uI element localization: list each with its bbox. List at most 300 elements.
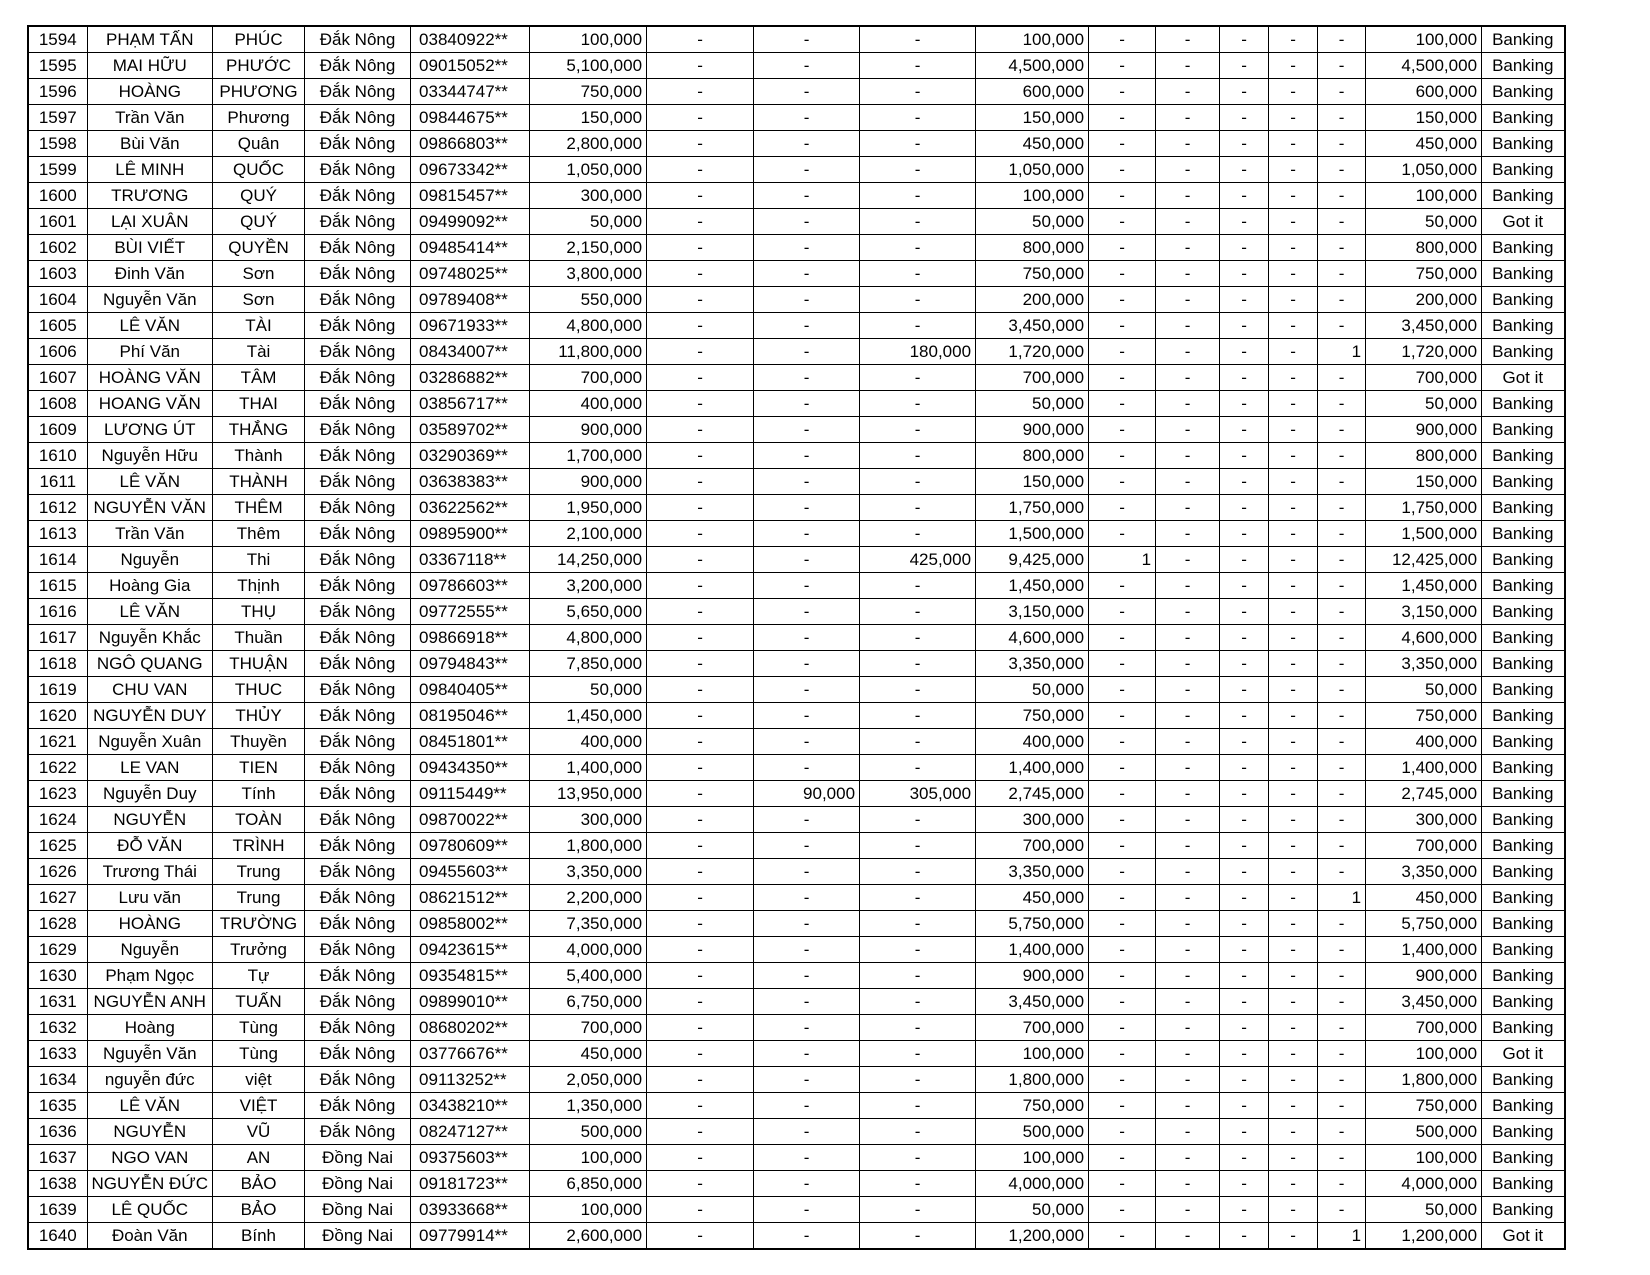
cell-f2: - [1156, 339, 1220, 365]
cell-f4: - [1269, 443, 1318, 469]
table-row [28, 989, 1565, 1015]
cell-sdt: 09423615** [411, 937, 530, 963]
cell-ho: Trần Văn [87, 105, 213, 131]
cell-payment: Banking [1482, 833, 1565, 859]
cell-f2: - [1156, 729, 1220, 755]
cell-sdt: 09895900** [411, 521, 530, 547]
cell-ho: Lưu văn [87, 885, 213, 911]
cell-amount2: 800,000 [976, 443, 1089, 469]
cell-amount2: 300,000 [976, 807, 1089, 833]
cell-ten: QUYỀN [213, 235, 305, 261]
cell-col9: - [860, 209, 976, 235]
cell-f2: - [1156, 1145, 1220, 1171]
cell-stt: 1631 [28, 989, 87, 1015]
cell-col9: - [860, 417, 976, 443]
cell-ten: THẮNG [213, 417, 305, 443]
cell-sdt: 03344747** [411, 79, 530, 105]
cell-col7: - [647, 235, 754, 261]
cell-f4: - [1269, 677, 1318, 703]
cell-f2: - [1156, 625, 1220, 651]
cell-f2: - [1156, 781, 1220, 807]
cell-f3: - [1220, 209, 1269, 235]
cell-f4: - [1269, 365, 1318, 391]
cell-ho: LE VAN [87, 755, 213, 781]
cell-col8: - [754, 365, 860, 391]
cell-tinh: Đắk Nông [305, 885, 411, 911]
cell-col9: - [860, 1119, 976, 1145]
cell-payment: Banking [1482, 183, 1565, 209]
cell-ho: Nguyễn [87, 547, 213, 573]
cell-f5: - [1318, 963, 1366, 989]
cell-total: 450,000 [1366, 885, 1482, 911]
cell-payment: Banking [1482, 391, 1565, 417]
cell-ho: LẠI XUÂN [87, 209, 213, 235]
cell-payment: Got it [1482, 209, 1565, 235]
cell-f1: - [1089, 209, 1156, 235]
cell-f3: - [1220, 26, 1269, 53]
cell-f4: - [1269, 183, 1318, 209]
cell-tinh: Đắk Nông [305, 365, 411, 391]
cell-f1: - [1089, 183, 1156, 209]
cell-tinh: Đắk Nông [305, 599, 411, 625]
cell-f4: - [1269, 885, 1318, 911]
cell-tinh: Đắk Nông [305, 131, 411, 157]
cell-f1: - [1089, 1145, 1156, 1171]
cell-f1: - [1089, 1197, 1156, 1223]
cell-col8: - [754, 729, 860, 755]
cell-f4: - [1269, 1171, 1318, 1197]
cell-col7: - [647, 703, 754, 729]
cell-payment: Banking [1482, 287, 1565, 313]
cell-f4: - [1269, 261, 1318, 287]
cell-amount2: 50,000 [976, 209, 1089, 235]
cell-stt: 1615 [28, 573, 87, 599]
cell-amount: 300,000 [530, 183, 647, 209]
cell-amount: 550,000 [530, 287, 647, 313]
cell-payment: Banking [1482, 911, 1565, 937]
cell-col8: - [754, 625, 860, 651]
cell-amount2: 100,000 [976, 1041, 1089, 1067]
cell-amount2: 900,000 [976, 417, 1089, 443]
cell-tinh: Đắk Nông [305, 833, 411, 859]
cell-payment: Banking [1482, 313, 1565, 339]
table-row [28, 1171, 1565, 1197]
cell-amount: 450,000 [530, 1041, 647, 1067]
cell-payment: Banking [1482, 989, 1565, 1015]
cell-amount: 6,750,000 [530, 989, 647, 1015]
cell-amount2: 50,000 [976, 1197, 1089, 1223]
cell-ho: LÊ VĂN [87, 599, 213, 625]
cell-stt: 1636 [28, 1119, 87, 1145]
table-body [28, 26, 1565, 1249]
cell-amount: 300,000 [530, 807, 647, 833]
cell-col8: 90,000 [754, 781, 860, 807]
cell-payment: Banking [1482, 1171, 1565, 1197]
cell-col8: - [754, 313, 860, 339]
cell-f4: - [1269, 53, 1318, 79]
cell-ten: Tùng [213, 1041, 305, 1067]
cell-col7: - [647, 599, 754, 625]
cell-amount2: 4,600,000 [976, 625, 1089, 651]
cell-col7: - [647, 1015, 754, 1041]
cell-f5: - [1318, 26, 1366, 53]
cell-ten: QUÝ [213, 209, 305, 235]
cell-amount: 2,200,000 [530, 885, 647, 911]
cell-col9: - [860, 885, 976, 911]
cell-ten: BẢO [213, 1171, 305, 1197]
cell-ten: Thuần [213, 625, 305, 651]
cell-f1: - [1089, 261, 1156, 287]
cell-f4: - [1269, 1145, 1318, 1171]
cell-sdt: 09815457** [411, 183, 530, 209]
cell-col9: - [860, 313, 976, 339]
cell-col7: - [647, 521, 754, 547]
cell-f2: - [1156, 313, 1220, 339]
table-row [28, 287, 1565, 313]
cell-sdt: 08680202** [411, 1015, 530, 1041]
cell-f3: - [1220, 651, 1269, 677]
cell-payment: Banking [1482, 105, 1565, 131]
cell-col8: - [754, 1015, 860, 1041]
cell-f3: - [1220, 833, 1269, 859]
cell-ten: Phương [213, 105, 305, 131]
cell-f4: - [1269, 313, 1318, 339]
cell-amount: 2,600,000 [530, 1223, 647, 1250]
table-row [28, 495, 1565, 521]
cell-f5: 1 [1318, 339, 1366, 365]
table-row [28, 183, 1565, 209]
cell-col9: - [860, 989, 976, 1015]
cell-f2: - [1156, 287, 1220, 313]
cell-f1: - [1089, 313, 1156, 339]
cell-stt: 1612 [28, 495, 87, 521]
cell-col9: - [860, 157, 976, 183]
cell-f4: - [1269, 703, 1318, 729]
cell-f2: - [1156, 651, 1220, 677]
cell-amount: 100,000 [530, 1145, 647, 1171]
cell-f3: - [1220, 339, 1269, 365]
cell-f4: - [1269, 495, 1318, 521]
cell-f2: - [1156, 755, 1220, 781]
cell-col8: - [754, 495, 860, 521]
cell-col9: - [860, 937, 976, 963]
cell-payment: Banking [1482, 963, 1565, 989]
cell-tinh: Đắk Nông [305, 573, 411, 599]
cell-f2: - [1156, 26, 1220, 53]
cell-ten: PHÚC [213, 26, 305, 53]
cell-amount2: 1,750,000 [976, 495, 1089, 521]
cell-ho: Đinh Văn [87, 261, 213, 287]
cell-tinh: Đắk Nông [305, 235, 411, 261]
cell-col9: - [860, 911, 976, 937]
cell-f2: - [1156, 573, 1220, 599]
cell-col8: - [754, 26, 860, 53]
cell-col9: - [860, 1197, 976, 1223]
cell-col8: - [754, 417, 860, 443]
cell-f4: - [1269, 781, 1318, 807]
cell-col9: - [860, 651, 976, 677]
cell-amount: 900,000 [530, 469, 647, 495]
cell-col9: - [860, 261, 976, 287]
cell-tinh: Đắk Nông [305, 989, 411, 1015]
cell-f3: - [1220, 911, 1269, 937]
cell-f4: - [1269, 1015, 1318, 1041]
cell-total: 700,000 [1366, 1015, 1482, 1041]
cell-amount2: 450,000 [976, 885, 1089, 911]
cell-stt: 1604 [28, 287, 87, 313]
cell-col9: - [860, 755, 976, 781]
cell-col8: - [754, 599, 860, 625]
cell-payment: Banking [1482, 885, 1565, 911]
cell-f3: - [1220, 1197, 1269, 1223]
cell-total: 4,600,000 [1366, 625, 1482, 651]
cell-tinh: Đắk Nông [305, 1041, 411, 1067]
cell-col8: - [754, 859, 860, 885]
cell-f1: - [1089, 599, 1156, 625]
table-row [28, 703, 1565, 729]
cell-tinh: Đắk Nông [305, 807, 411, 833]
cell-f5: - [1318, 703, 1366, 729]
cell-f3: - [1220, 755, 1269, 781]
cell-payment: Banking [1482, 1015, 1565, 1041]
cell-amount2: 1,450,000 [976, 573, 1089, 599]
cell-amount: 2,050,000 [530, 1067, 647, 1093]
cell-ten: TUẤN [213, 989, 305, 1015]
cell-amount: 4,800,000 [530, 313, 647, 339]
cell-f3: - [1220, 261, 1269, 287]
table-row [28, 937, 1565, 963]
cell-f5: - [1318, 1171, 1366, 1197]
cell-stt: 1601 [28, 209, 87, 235]
cell-f3: - [1220, 417, 1269, 443]
cell-amount2: 100,000 [976, 26, 1089, 53]
cell-total: 1,400,000 [1366, 755, 1482, 781]
cell-sdt: 09671933** [411, 313, 530, 339]
cell-stt: 1595 [28, 53, 87, 79]
table-row [28, 599, 1565, 625]
data-table [27, 25, 1566, 1250]
cell-col8: - [754, 391, 860, 417]
cell-payment: Banking [1482, 755, 1565, 781]
cell-col7: - [647, 1197, 754, 1223]
cell-amount2: 50,000 [976, 391, 1089, 417]
cell-ten: Tự [213, 963, 305, 989]
cell-stt: 1603 [28, 261, 87, 287]
cell-f4: - [1269, 911, 1318, 937]
cell-payment: Banking [1482, 677, 1565, 703]
cell-tinh: Đắk Nông [305, 495, 411, 521]
cell-total: 3,150,000 [1366, 599, 1482, 625]
cell-f2: - [1156, 443, 1220, 469]
cell-f1: - [1089, 79, 1156, 105]
cell-f2: - [1156, 1119, 1220, 1145]
cell-f5: - [1318, 677, 1366, 703]
cell-f2: - [1156, 677, 1220, 703]
cell-f4: - [1269, 235, 1318, 261]
cell-ho: LÊ QUỐC [87, 1197, 213, 1223]
cell-col7: - [647, 469, 754, 495]
cell-f3: - [1220, 495, 1269, 521]
cell-stt: 1624 [28, 807, 87, 833]
cell-payment: Banking [1482, 651, 1565, 677]
cell-f5: - [1318, 53, 1366, 79]
cell-f5: - [1318, 391, 1366, 417]
cell-ten: Quân [213, 131, 305, 157]
cell-stt: 1632 [28, 1015, 87, 1041]
cell-tinh: Đắk Nông [305, 1015, 411, 1041]
cell-amount2: 400,000 [976, 729, 1089, 755]
cell-col7: - [647, 79, 754, 105]
table-row [28, 53, 1565, 79]
cell-col8: - [754, 443, 860, 469]
cell-f1: - [1089, 859, 1156, 885]
cell-tinh: Đắk Nông [305, 209, 411, 235]
cell-tinh: Đắk Nông [305, 313, 411, 339]
cell-col9: 425,000 [860, 547, 976, 573]
cell-payment: Banking [1482, 339, 1565, 365]
cell-amount2: 500,000 [976, 1119, 1089, 1145]
cell-f5: - [1318, 495, 1366, 521]
cell-f4: - [1269, 287, 1318, 313]
cell-ho: Đoàn Văn [87, 1223, 213, 1250]
cell-f5: - [1318, 1197, 1366, 1223]
cell-tinh: Đắk Nông [305, 287, 411, 313]
cell-col8: - [754, 339, 860, 365]
cell-col7: - [647, 729, 754, 755]
cell-amount: 6,850,000 [530, 1171, 647, 1197]
cell-f3: - [1220, 781, 1269, 807]
cell-amount2: 2,745,000 [976, 781, 1089, 807]
cell-col9: - [860, 1223, 976, 1250]
cell-f5: - [1318, 573, 1366, 599]
cell-amount2: 700,000 [976, 1015, 1089, 1041]
cell-col7: - [647, 1171, 754, 1197]
cell-col7: - [647, 287, 754, 313]
cell-ten: Tính [213, 781, 305, 807]
cell-amount: 1,350,000 [530, 1093, 647, 1119]
cell-f1: - [1089, 26, 1156, 53]
cell-tinh: Đắk Nông [305, 53, 411, 79]
cell-tinh: Đắk Nông [305, 79, 411, 105]
cell-col8: - [754, 183, 860, 209]
cell-col7: - [647, 651, 754, 677]
cell-total: 100,000 [1366, 1041, 1482, 1067]
cell-f1: - [1089, 469, 1156, 495]
cell-sdt: 09354815** [411, 963, 530, 989]
cell-f3: - [1220, 1041, 1269, 1067]
cell-f4: - [1269, 209, 1318, 235]
cell-f1: - [1089, 781, 1156, 807]
cell-col8: - [754, 807, 860, 833]
cell-stt: 1617 [28, 625, 87, 651]
cell-ten: THÊM [213, 495, 305, 521]
cell-stt: 1628 [28, 911, 87, 937]
cell-f2: - [1156, 183, 1220, 209]
cell-ho: NGO VAN [87, 1145, 213, 1171]
cell-ten: QUÝ [213, 183, 305, 209]
cell-total: 800,000 [1366, 235, 1482, 261]
cell-amount: 3,200,000 [530, 573, 647, 599]
cell-stt: 1630 [28, 963, 87, 989]
cell-ten: Sơn [213, 287, 305, 313]
cell-f4: - [1269, 989, 1318, 1015]
cell-stt: 1638 [28, 1171, 87, 1197]
cell-col8: - [754, 1145, 860, 1171]
cell-sdt: 09113252** [411, 1067, 530, 1093]
cell-tinh: Đắk Nông [305, 703, 411, 729]
cell-total: 500,000 [1366, 1119, 1482, 1145]
cell-f1: - [1089, 157, 1156, 183]
cell-col8: - [754, 885, 860, 911]
cell-ten: Thuyền [213, 729, 305, 755]
cell-ho: MAI HỮU [87, 53, 213, 79]
cell-stt: 1633 [28, 1041, 87, 1067]
cell-amount: 13,950,000 [530, 781, 647, 807]
cell-ho: LÊ VĂN [87, 1093, 213, 1119]
cell-sdt: 08195046** [411, 703, 530, 729]
cell-ho: Nguyễn Xuân [87, 729, 213, 755]
cell-f1: - [1089, 53, 1156, 79]
cell-f3: - [1220, 1119, 1269, 1145]
cell-total: 50,000 [1366, 209, 1482, 235]
table-row [28, 131, 1565, 157]
cell-tinh: Đắk Nông [305, 391, 411, 417]
cell-sdt: 09779914** [411, 1223, 530, 1250]
cell-amount2: 100,000 [976, 183, 1089, 209]
cell-amount: 14,250,000 [530, 547, 647, 573]
cell-f2: - [1156, 963, 1220, 989]
cell-stt: 1625 [28, 833, 87, 859]
cell-f1: - [1089, 885, 1156, 911]
cell-col7: - [647, 911, 754, 937]
cell-f1: - [1089, 1171, 1156, 1197]
cell-f1: - [1089, 1093, 1156, 1119]
cell-f5: - [1318, 547, 1366, 573]
cell-tinh: Đắk Nông [305, 443, 411, 469]
cell-col9: - [860, 521, 976, 547]
cell-col8: - [754, 573, 860, 599]
cell-payment: Banking [1482, 443, 1565, 469]
cell-amount2: 4,500,000 [976, 53, 1089, 79]
cell-col8: - [754, 469, 860, 495]
cell-payment: Banking [1482, 547, 1565, 573]
cell-tinh: Đắk Nông [305, 469, 411, 495]
cell-col9: - [860, 625, 976, 651]
cell-stt: 1626 [28, 859, 87, 885]
cell-f3: - [1220, 1223, 1269, 1250]
cell-f3: - [1220, 287, 1269, 313]
cell-ho: LÊ MINH [87, 157, 213, 183]
cell-amount: 7,850,000 [530, 651, 647, 677]
cell-col8: - [754, 131, 860, 157]
cell-f3: - [1220, 313, 1269, 339]
cell-sdt: 09858002** [411, 911, 530, 937]
cell-ho: Nguyễn [87, 937, 213, 963]
table-row [28, 573, 1565, 599]
cell-f2: - [1156, 157, 1220, 183]
cell-amount: 1,800,000 [530, 833, 647, 859]
cell-f1: - [1089, 573, 1156, 599]
cell-col8: - [754, 755, 860, 781]
cell-col8: - [754, 1223, 860, 1250]
cell-tinh: Đắk Nông [305, 339, 411, 365]
table-row [28, 755, 1565, 781]
cell-f2: - [1156, 703, 1220, 729]
cell-ten: AN [213, 1145, 305, 1171]
cell-stt: 1607 [28, 365, 87, 391]
cell-f2: - [1156, 1015, 1220, 1041]
cell-payment: Banking [1482, 937, 1565, 963]
